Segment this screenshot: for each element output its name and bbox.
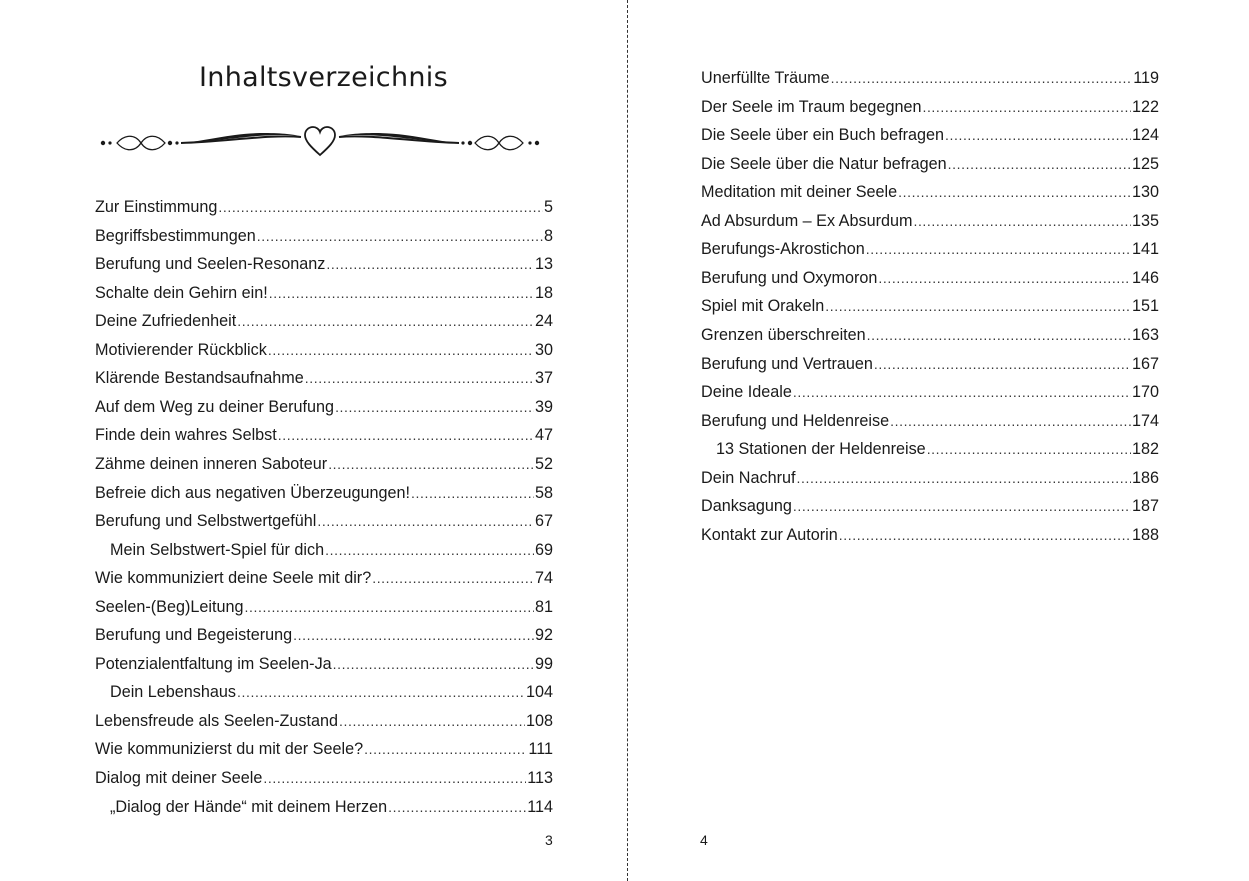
toc-entry-page: 8 bbox=[543, 226, 553, 245]
toc-entry-page: 187 bbox=[1131, 497, 1159, 516]
toc-dot-leader bbox=[257, 222, 543, 250]
toc-entry bbox=[95, 393, 553, 421]
toc-entry-page: 108 bbox=[525, 711, 553, 730]
toc-dot-leader bbox=[335, 393, 534, 421]
toc-entry-page: 174 bbox=[1131, 411, 1159, 430]
toc-dot-leader bbox=[874, 350, 1131, 378]
toc-dot-leader bbox=[890, 407, 1131, 435]
toc-entry-page: 130 bbox=[1131, 183, 1159, 202]
right-page bbox=[629, 0, 1249, 881]
toc-entry-title: Kontakt zur Autorin bbox=[701, 525, 838, 544]
toc-entry-title: Berufung und Begeisterung bbox=[95, 626, 293, 645]
toc-dot-leader bbox=[317, 507, 534, 535]
toc-dot-leader bbox=[913, 207, 1131, 235]
toc-dot-leader bbox=[927, 435, 1131, 463]
toc-entry bbox=[95, 564, 553, 592]
toc-dot-leader bbox=[263, 764, 526, 792]
toc-dot-leader bbox=[326, 250, 534, 278]
toc-entry-title: Berufung und Oxymoron bbox=[701, 268, 878, 287]
toc-entry-title: Potenzialentfaltung im Seelen-Ja bbox=[95, 654, 332, 673]
toc-entry-title: Wie kommunizierst du mit der Seele? bbox=[95, 740, 364, 759]
toc-entry bbox=[95, 193, 553, 221]
toc-entry-title: Berufung und Selbstwertgefühl bbox=[95, 512, 317, 531]
toc-dot-leader bbox=[839, 521, 1131, 549]
toc-dot-leader bbox=[328, 450, 534, 478]
toc-dot-leader bbox=[922, 93, 1131, 121]
toc-entry-page: 113 bbox=[527, 769, 553, 787]
toc-entry-page: 30 bbox=[534, 340, 553, 359]
toc-entry bbox=[701, 121, 1159, 149]
toc-entry-page: 67 bbox=[534, 512, 553, 531]
toc-entry-page: 39 bbox=[534, 397, 553, 416]
toc-entry bbox=[701, 521, 1159, 549]
toc-entry-page: 122 bbox=[1131, 97, 1159, 116]
toc-entry-title: Klärende Bestandsaufnahme bbox=[95, 369, 304, 388]
toc-entry-page: 58 bbox=[534, 483, 553, 502]
toc-entry-page: 125 bbox=[1131, 154, 1159, 173]
toc-entry bbox=[95, 507, 553, 535]
toc-entry-page: 167 bbox=[1131, 354, 1159, 373]
toc-dot-leader bbox=[339, 707, 525, 735]
toc-entry-title: Unerfüllte Träume bbox=[701, 69, 830, 87]
toc-entry bbox=[95, 336, 553, 364]
toc-dot-leader bbox=[411, 479, 534, 507]
toc-entry-title: Spiel mit Orakeln bbox=[701, 297, 825, 316]
toc-dot-leader bbox=[325, 536, 534, 564]
toc-entry-title: Berufungs-Akrostichon bbox=[701, 240, 865, 259]
toc-entry bbox=[701, 292, 1159, 320]
toc-entry-page: 92 bbox=[534, 626, 553, 645]
toc-entry-title: Motivierender Rückblick bbox=[95, 340, 267, 359]
toc-entry-page: 114 bbox=[527, 797, 553, 816]
toc-entry-title: Zähme deinen inneren Saboteur bbox=[95, 454, 328, 473]
toc-entry bbox=[95, 479, 553, 507]
toc-entry-title: „Dialog der Hände“ mit deinem Herzen bbox=[110, 797, 388, 816]
toc-entry-title: Dein Nachruf bbox=[701, 468, 796, 487]
toc-entry bbox=[95, 793, 553, 821]
toc-entry-page: 186 bbox=[1131, 468, 1159, 487]
toc-entry-page: 81 bbox=[534, 597, 553, 616]
toc-entry bbox=[701, 492, 1159, 520]
toc-dot-leader bbox=[218, 193, 543, 221]
page-number: 3 bbox=[545, 832, 553, 848]
toc-entry-title: Dialog mit deiner Seele bbox=[95, 769, 263, 787]
toc-entry-page: 69 bbox=[534, 540, 553, 559]
toc-entry bbox=[95, 250, 553, 278]
toc-entry-title: Befreie dich aus negativen Überzeugungen! bbox=[95, 483, 410, 502]
toc-dot-leader bbox=[825, 292, 1131, 320]
toc-entry bbox=[701, 207, 1159, 235]
toc-entry-title: Zur Einstimmung bbox=[95, 198, 218, 216]
toc-entry-page: 47 bbox=[534, 426, 553, 445]
toc-dot-leader bbox=[269, 279, 534, 307]
toc-entry-title: Ad Absurdum – Ex Absurdum bbox=[701, 211, 913, 230]
toc-entry-page: 104 bbox=[525, 683, 553, 702]
toc-dot-leader bbox=[305, 364, 534, 392]
toc-dot-leader bbox=[237, 678, 525, 706]
toc-entry-page: 135 bbox=[1131, 211, 1159, 230]
toc-entry bbox=[701, 378, 1159, 406]
toc-entry bbox=[95, 536, 553, 564]
toc-entry bbox=[701, 64, 1159, 92]
toc-entry-title: Berufung und Heldenreise bbox=[701, 411, 890, 430]
toc-entry-title: Dein Lebenshaus bbox=[110, 683, 236, 702]
toc-entry bbox=[95, 764, 553, 792]
toc-dot-leader bbox=[793, 378, 1131, 406]
toc-entry-page: 37 bbox=[534, 369, 553, 388]
toc-entry bbox=[95, 621, 553, 649]
toc-entry-title: Deine Zufriedenheit bbox=[95, 312, 237, 331]
toc-entry-title: Auf dem Weg zu deiner Berufung bbox=[95, 397, 335, 416]
toc-dot-leader bbox=[278, 421, 534, 449]
toc-entry-title: Grenzen überschreiten bbox=[701, 325, 866, 344]
toc-entry bbox=[701, 321, 1159, 349]
toc-entry-title: Seelen-(Beg)Leitung bbox=[95, 597, 244, 616]
toc-entry-page: 13 bbox=[534, 255, 553, 274]
toc-dot-leader bbox=[237, 307, 534, 335]
toc-entry bbox=[95, 421, 553, 449]
toc-entry-title: Schalte dein Gehirn ein! bbox=[95, 283, 268, 302]
toc-entry-title: Begriffsbestimmungen bbox=[95, 226, 256, 245]
toc-entry bbox=[701, 178, 1159, 206]
toc-entry bbox=[95, 707, 553, 735]
toc-entry-page: 99 bbox=[534, 654, 553, 673]
page-number: 4 bbox=[700, 832, 708, 848]
toc-entry-page: 163 bbox=[1131, 325, 1159, 344]
toc-dot-leader bbox=[945, 121, 1131, 149]
toc-entry bbox=[95, 678, 553, 706]
toc-dot-leader bbox=[268, 336, 534, 364]
toc-entry-page: 182 bbox=[1131, 440, 1159, 459]
toc-entry-page: 74 bbox=[534, 569, 553, 588]
toc-entry-page: 124 bbox=[1131, 126, 1159, 145]
toc-entry-page: 111 bbox=[528, 740, 553, 759]
toc-entry bbox=[701, 264, 1159, 292]
heart-ornament-divider-icon bbox=[95, 122, 545, 162]
toc-dot-leader bbox=[388, 793, 526, 821]
toc-entry bbox=[95, 450, 553, 478]
page-title: Inhaltsverzeichnis bbox=[199, 62, 448, 93]
toc-dot-leader bbox=[867, 321, 1131, 349]
toc-entry-title: Die Seele über die Natur befragen bbox=[701, 154, 947, 173]
toc-entry-page: 151 bbox=[1131, 297, 1159, 316]
toc-entry bbox=[701, 464, 1159, 492]
toc-entry-title: Deine Ideale bbox=[701, 383, 792, 402]
toc-entry-title: Wie kommuniziert deine Seele mit dir? bbox=[95, 569, 372, 588]
toc-dot-leader bbox=[364, 735, 527, 763]
toc-entry bbox=[701, 407, 1159, 435]
toc-dot-leader bbox=[948, 150, 1131, 178]
page-fold-divider bbox=[627, 0, 628, 881]
toc-entry-page: 52 bbox=[534, 454, 553, 473]
toc-entry-title: Berufung und Vertrauen bbox=[701, 354, 873, 373]
toc-entry-page: 24 bbox=[534, 312, 553, 331]
toc-dot-leader bbox=[372, 564, 534, 592]
toc-entry bbox=[95, 364, 553, 392]
toc-dot-leader bbox=[866, 235, 1131, 263]
toc-dot-leader bbox=[796, 464, 1131, 492]
toc-entry bbox=[701, 435, 1159, 463]
toc-entry bbox=[95, 650, 553, 678]
toc-entry-page: 119 bbox=[1133, 69, 1159, 87]
toc-entry-title: Meditation mit deiner Seele bbox=[701, 183, 898, 202]
toc-entry-title: Die Seele über ein Buch befragen bbox=[701, 126, 944, 145]
toc-entry-page: 188 bbox=[1131, 525, 1159, 544]
toc-entry bbox=[95, 279, 553, 307]
toc-entry bbox=[701, 150, 1159, 178]
toc-entry bbox=[95, 222, 553, 250]
toc-entry-page: 170 bbox=[1131, 383, 1159, 402]
toc-entry-page: 141 bbox=[1131, 240, 1159, 259]
toc-dot-leader bbox=[831, 64, 1133, 92]
toc-entry-title: Berufung und Seelen-Resonanz bbox=[95, 255, 326, 274]
toc-entry bbox=[701, 350, 1159, 378]
toc-entry bbox=[95, 735, 553, 763]
toc-entry bbox=[95, 307, 553, 335]
toc-entry bbox=[95, 593, 553, 621]
toc-entry-title: Der Seele im Traum begegnen bbox=[701, 97, 922, 116]
toc-entry-page: 18 bbox=[534, 283, 553, 302]
toc-dot-leader bbox=[245, 593, 534, 621]
toc-dot-leader bbox=[293, 621, 534, 649]
toc-entry bbox=[701, 235, 1159, 263]
toc-entry-title: Mein Selbstwert-Spiel für dich bbox=[110, 540, 325, 559]
toc-dot-leader bbox=[878, 264, 1131, 292]
toc-entry-title: 13 Stationen der Heldenreise bbox=[716, 440, 926, 459]
toc-entry bbox=[701, 93, 1159, 121]
toc-dot-leader bbox=[898, 178, 1131, 206]
toc-entry-title: Lebensfreude als Seelen-Zustand bbox=[95, 711, 338, 730]
toc-dot-leader bbox=[333, 650, 534, 678]
toc-entry-title: Finde dein wahres Selbst bbox=[95, 426, 277, 445]
toc-entry-page: 146 bbox=[1131, 268, 1159, 287]
toc-dot-leader bbox=[793, 492, 1131, 520]
toc-entry-title: Danksagung bbox=[701, 497, 792, 516]
toc-entry-page: 5 bbox=[543, 198, 553, 216]
